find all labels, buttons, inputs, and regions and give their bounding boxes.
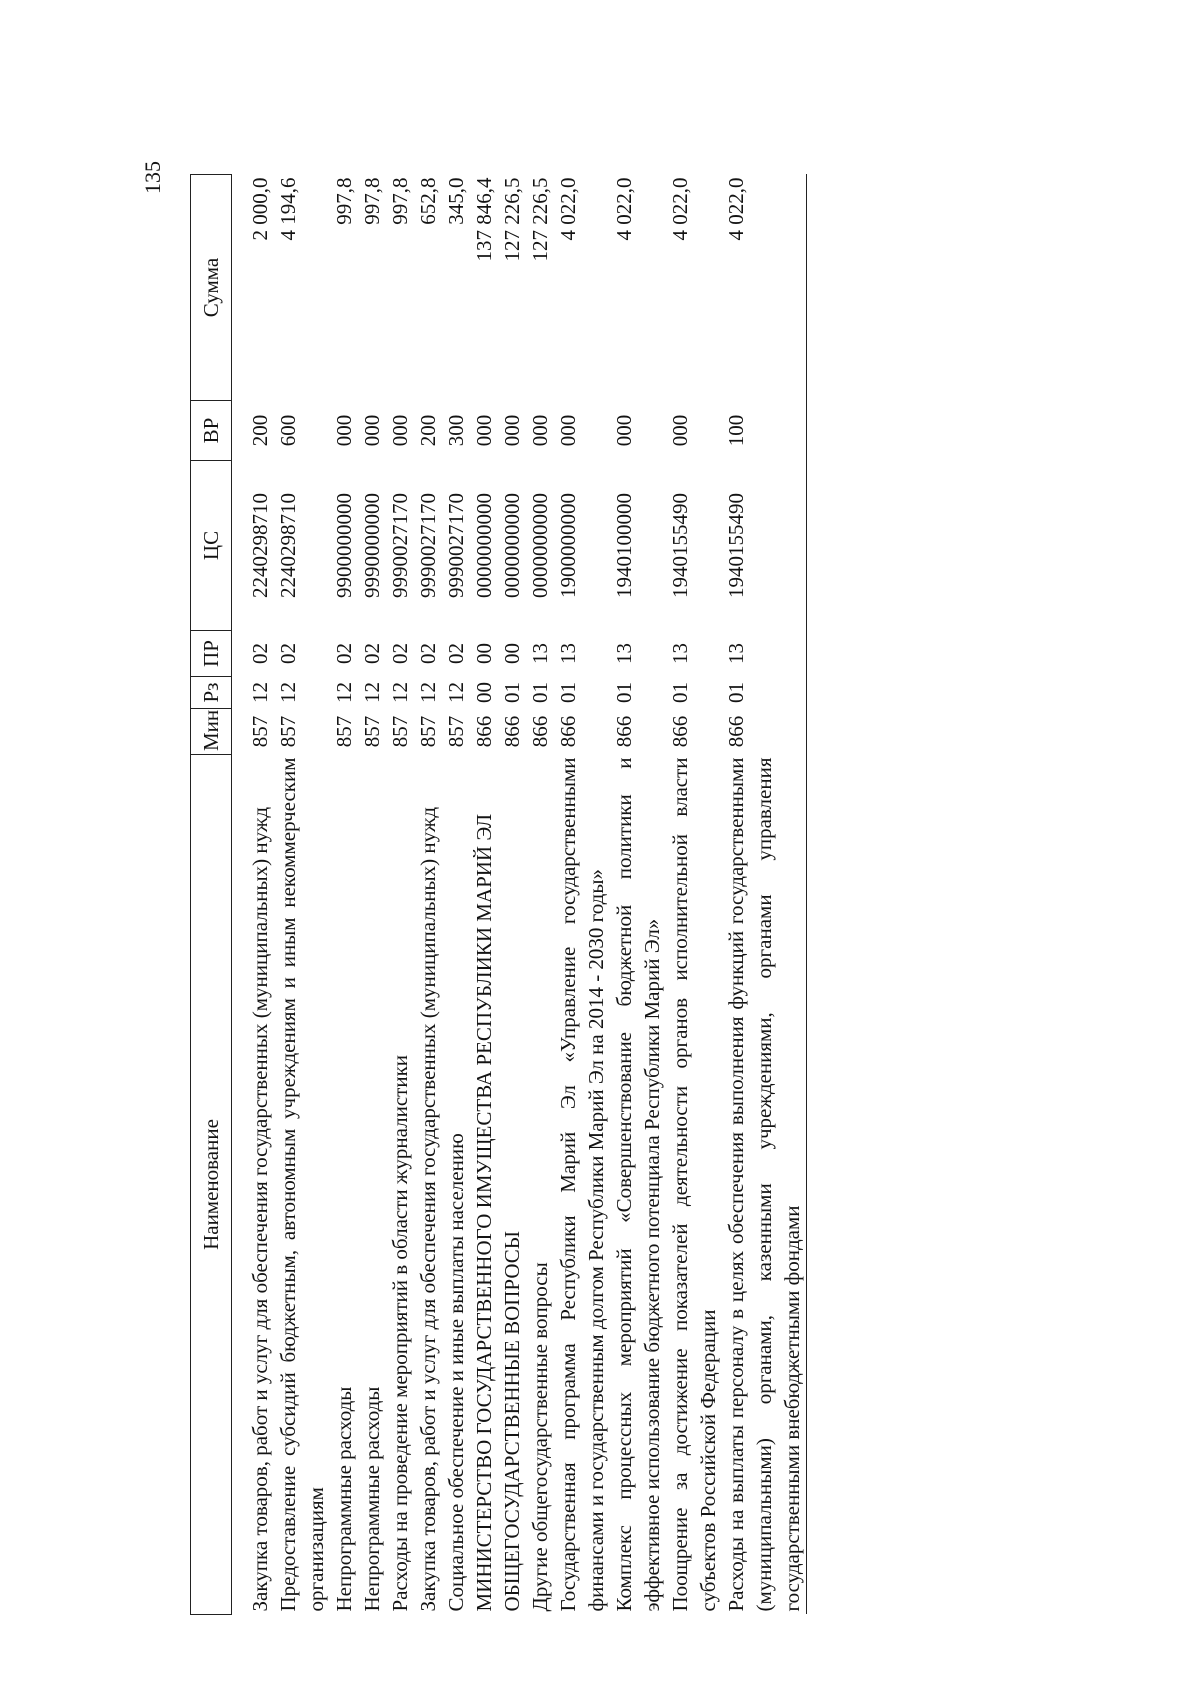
row-name: Поощрение за достижение показателей деятельности органов исполнительной власти субъектов Российской Федерации xyxy=(668,757,720,1612)
row-vr: 000 xyxy=(472,414,496,447)
row-min: 857 xyxy=(332,715,356,748)
row-name: Государственная программа Республики Марий Эл «Управление государственными финансами и государственным долгом Республики Марий Эл на 2014 - 2030 годы» xyxy=(556,757,608,1612)
row-sum: 2 000,0 xyxy=(248,177,272,241)
row-cs: 1940155490 xyxy=(722,461,807,631)
row-pr: 02 xyxy=(276,643,300,664)
row-sum: 345,0 xyxy=(444,177,468,225)
row-pr: 13 xyxy=(668,643,692,664)
row-min: 866 xyxy=(612,715,636,748)
table-header-row xyxy=(191,175,232,1615)
row-name: Расходы на выплаты персоналу в целях обеспечения выполнения функций государственными (муниципальными) органами, казенными учреждениями, органами управления государственными внебюджетными фондами xyxy=(722,755,807,1615)
table-row xyxy=(386,175,414,1615)
table-row xyxy=(470,175,498,1615)
row-sum: 4 022,0 xyxy=(722,175,807,401)
row-rz: 01 xyxy=(500,682,524,703)
header-sum: Сумма xyxy=(191,175,232,401)
row-sum: 997,8 xyxy=(332,177,356,225)
header-name: Наименование xyxy=(191,755,232,1615)
row-rz: 01 xyxy=(722,677,807,709)
table-row xyxy=(274,175,330,1615)
row-min: 857 xyxy=(388,715,412,748)
table-row xyxy=(554,175,610,1615)
row-sum: 4 022,0 xyxy=(556,177,580,241)
row-cs: 9900000000 xyxy=(332,493,356,598)
row-sum: 652,8 xyxy=(416,177,440,225)
row-vr: 000 xyxy=(360,414,384,447)
budget-table xyxy=(190,174,807,1615)
row-rz: 01 xyxy=(612,682,636,703)
table-row xyxy=(232,175,275,1615)
rotated-page xyxy=(130,155,1050,1615)
row-name: Другие общегосударственные вопросы xyxy=(528,1262,552,1612)
table-row xyxy=(722,175,807,1615)
row-sum: 4 022,0 xyxy=(612,177,636,241)
header-vr: ВР xyxy=(191,401,232,461)
row-min: 857 xyxy=(416,715,440,748)
header-min: Мин xyxy=(191,709,232,755)
row-vr: 100 xyxy=(722,401,807,461)
row-name: Расходы на проведение мероприятий в области журналистики xyxy=(388,1054,412,1612)
row-cs: 0000000000 xyxy=(500,493,524,598)
row-sum: 137 846,4 xyxy=(472,177,496,262)
row-cs: 1940155490 xyxy=(668,493,692,598)
row-rz: 12 xyxy=(444,682,468,703)
row-name: Закупка товаров, работ и услуг для обеспечения государственных (муниципальных) нужд xyxy=(248,806,272,1612)
row-cs: 9990027170 xyxy=(416,493,440,598)
row-name: Предоставление субсидий бюджетным, автономным учреждениям и иным некоммерческим организациям xyxy=(276,757,328,1612)
row-pr: 00 xyxy=(500,643,524,664)
row-name: МИНИСТЕРСТВО ГОСУДАРСТВЕННОГО ИМУЩЕСТВА РЕСПУБЛИКИ МАРИЙ ЭЛ xyxy=(472,813,496,1612)
row-pr: 13 xyxy=(528,643,552,664)
row-vr: 200 xyxy=(416,414,440,447)
table-row xyxy=(330,175,358,1615)
row-name: Закупка товаров, работ и услуг для обеспечения государственных (муниципальных) нужд xyxy=(416,806,440,1612)
row-min: 857 xyxy=(276,715,300,748)
row-rz: 12 xyxy=(388,682,412,703)
row-name: Комплекс процессных мероприятий «Совершенствование бюджетной политики и эффективное использование бюджетного потенциала Республики Марий Эл» xyxy=(612,757,664,1612)
row-min: 857 xyxy=(248,715,272,748)
header-rz: Рз xyxy=(191,677,232,709)
row-sum: 997,8 xyxy=(360,177,384,225)
row-rz: 00 xyxy=(472,682,496,703)
row-vr: 000 xyxy=(388,414,412,447)
row-pr: 02 xyxy=(248,643,272,664)
row-pr: 02 xyxy=(360,643,384,664)
page-number: 135 xyxy=(140,161,165,194)
row-vr: 600 xyxy=(276,414,300,447)
row-vr: 000 xyxy=(668,414,692,447)
row-min: 866 xyxy=(668,715,692,748)
row-rz: 12 xyxy=(416,682,440,703)
row-name: Непрограммные расходы xyxy=(332,1386,356,1612)
row-cs: 2240298710 xyxy=(248,493,272,598)
row-vr: 200 xyxy=(248,414,272,447)
row-vr: 000 xyxy=(528,414,552,447)
row-pr: 13 xyxy=(556,643,580,664)
row-rz: 01 xyxy=(556,682,580,703)
row-pr: 13 xyxy=(612,643,636,664)
table-row xyxy=(610,175,666,1615)
row-rz: 12 xyxy=(360,682,384,703)
row-cs: 9990027170 xyxy=(388,493,412,598)
row-vr: 000 xyxy=(612,414,636,447)
row-pr: 00 xyxy=(472,643,496,664)
row-min: 857 xyxy=(360,715,384,748)
header-pr: ПР xyxy=(191,631,232,677)
row-pr: 02 xyxy=(332,643,356,664)
table-body xyxy=(232,175,807,1615)
row-cs: 0000000000 xyxy=(472,493,496,598)
row-sum: 4 022,0 xyxy=(668,177,692,241)
row-vr: 000 xyxy=(500,414,524,447)
table-row xyxy=(526,175,554,1615)
table-row xyxy=(666,175,722,1615)
row-rz: 01 xyxy=(668,682,692,703)
row-pr: 13 xyxy=(722,631,807,677)
row-rz: 12 xyxy=(332,682,356,703)
row-pr: 02 xyxy=(444,643,468,664)
row-cs: 9990027170 xyxy=(444,493,468,598)
table-row xyxy=(414,175,442,1615)
row-min: 866 xyxy=(556,715,580,748)
row-vr: 300 xyxy=(444,414,468,447)
row-rz: 12 xyxy=(276,682,300,703)
row-cs: 0000000000 xyxy=(528,493,552,598)
row-rz: 12 xyxy=(248,682,272,703)
row-min: 857 xyxy=(444,715,468,748)
row-cs: 2240298710 xyxy=(276,493,300,598)
row-min: 866 xyxy=(500,715,524,748)
row-pr: 02 xyxy=(388,643,412,664)
row-name: Социальное обеспечение и иные выплаты населению xyxy=(444,1133,468,1612)
row-cs: 1940100000 xyxy=(612,493,636,598)
row-min: 866 xyxy=(472,715,496,748)
row-pr: 02 xyxy=(416,643,440,664)
row-vr: 000 xyxy=(332,414,356,447)
row-min: 866 xyxy=(722,709,807,755)
row-rz: 01 xyxy=(528,682,552,703)
row-cs: 9990000000 xyxy=(360,493,384,598)
row-name: ОБЩЕГОСУДАРСТВЕННЫЕ ВОПРОСЫ xyxy=(500,1230,524,1612)
row-sum: 997,8 xyxy=(388,177,412,225)
header-cs: ЦС xyxy=(191,461,232,631)
row-cs: 1900000000 xyxy=(556,493,580,598)
row-sum: 127 226,5 xyxy=(500,177,524,262)
table-row xyxy=(442,175,470,1615)
row-name: Непрограммные расходы xyxy=(360,1386,384,1612)
row-min: 866 xyxy=(528,715,552,748)
table-row xyxy=(358,175,386,1615)
row-vr: 000 xyxy=(556,414,580,447)
table-row xyxy=(498,175,526,1615)
row-sum: 4 194,6 xyxy=(276,177,300,241)
row-sum: 127 226,5 xyxy=(528,177,552,262)
